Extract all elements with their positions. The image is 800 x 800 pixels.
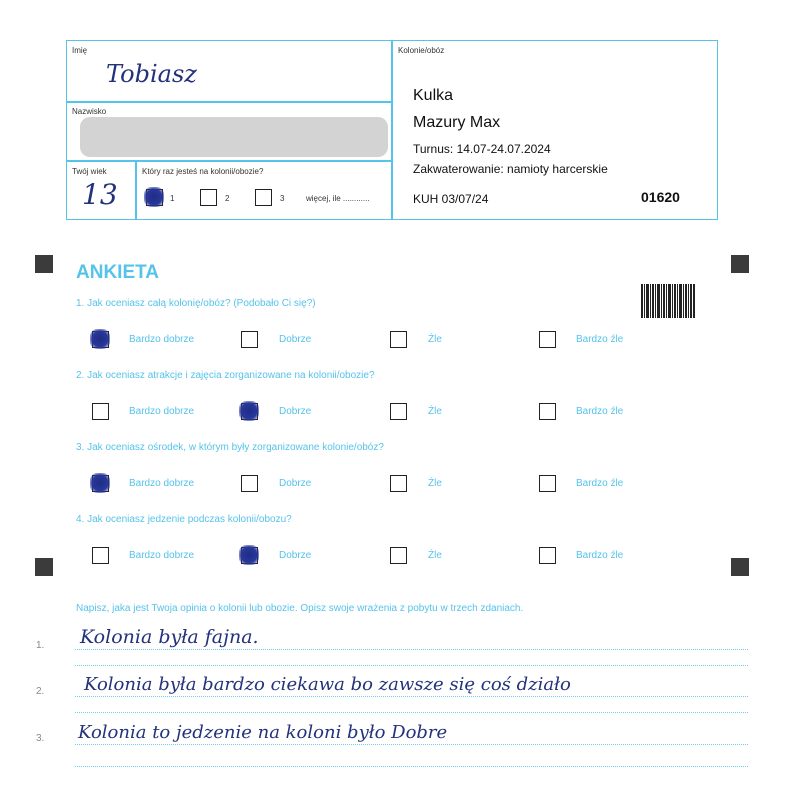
opinion-line-2-number: 2.	[36, 686, 45, 697]
surname-redaction	[80, 117, 388, 157]
times-option-3: 3	[280, 194, 285, 203]
survey-title: ANKIETA	[76, 262, 160, 283]
q4-option-bardzo-dobrze-label: Bardzo dobrze	[129, 550, 195, 561]
q3-option-dobrze-label: Dobrze	[279, 478, 312, 489]
q3-option-bardzo-zle-checkbox[interactable]	[539, 475, 556, 492]
q1-option-zle-label: Źle	[428, 334, 442, 345]
surname-label: Nazwisko	[72, 107, 107, 116]
opinion-line-2b-dotted	[75, 712, 748, 713]
opinion-line-3-dotted	[75, 744, 748, 745]
registration-marker-bottom-right	[731, 558, 749, 576]
name-value[interactable]: Tobiasz	[106, 60, 197, 88]
camp-code: KUH 03/07/24	[413, 192, 489, 206]
q3-option-zle-label: Źle	[428, 478, 442, 489]
q1-option-bardzo-zle-checkbox[interactable]	[539, 331, 556, 348]
header-divider-vertical	[391, 40, 393, 220]
barcode-icon	[641, 284, 695, 318]
q1-option-bardzo-dobrze-checkbox[interactable]	[92, 331, 109, 348]
times-option-more: więcej, ile ............	[306, 194, 370, 203]
registration-marker-top-right	[731, 255, 749, 273]
q1-option-bardzo-zle-label: Bardzo źle	[576, 334, 624, 345]
camp-accommodation: Zakwaterowanie: namioty harcerskie	[413, 162, 608, 176]
opinion-prompt: Napisz, jaka jest Twoja opinia o kolonii lub obozie. Opisz swoje wrażenia z pobytu w trzech zdaniach.	[76, 603, 524, 614]
q2-option-dobrze-label: Dobrze	[279, 406, 312, 417]
camp-name: Kulka	[413, 87, 454, 104]
q4-option-dobrze-checkbox[interactable]	[241, 547, 258, 564]
opinion-line-1-number: 1.	[36, 640, 45, 651]
opinion-line-3b-dotted	[75, 766, 748, 767]
q3-option-dobrze-checkbox[interactable]	[241, 475, 258, 492]
times-option-1: 1	[170, 194, 175, 203]
question-4-text: 4. Jak oceniasz jedzenie podczas kolonii/obozu?	[76, 514, 292, 525]
q2-option-zle-checkbox[interactable]	[390, 403, 407, 420]
q2-option-bardzo-dobrze-checkbox[interactable]	[92, 403, 109, 420]
question-3-text: 3. Jak oceniasz ośrodek, w którym były zorganizowane kolonie/obóz?	[76, 442, 384, 453]
registration-marker-top-left	[35, 255, 53, 273]
opinion-line-3-number: 3.	[36, 733, 45, 744]
age-divider	[135, 160, 137, 220]
times-checkbox-3[interactable]	[255, 189, 272, 206]
q2-option-bardzo-dobrze-label: Bardzo dobrze	[129, 406, 195, 417]
name-divider	[66, 101, 391, 103]
q1-option-zle-checkbox[interactable]	[390, 331, 407, 348]
q4-option-bardzo-dobrze-checkbox[interactable]	[92, 547, 109, 564]
opinion-line-1b-dotted	[75, 665, 748, 666]
opinion-line-1-text[interactable]: Kolonia była fajna.	[80, 626, 259, 648]
camp-subname: Mazury Max	[413, 114, 501, 131]
q4-option-zle-checkbox[interactable]	[390, 547, 407, 564]
q2-option-bardzo-zle-checkbox[interactable]	[539, 403, 556, 420]
question-2-text: 2. Jak oceniasz atrakcje i zajęcia zorganizowane na kolonii/obozie?	[76, 370, 375, 381]
q2-option-zle-label: Źle	[428, 406, 442, 417]
age-value[interactable]: 13	[82, 178, 118, 211]
q1-option-dobrze-label: Dobrze	[279, 334, 312, 345]
opinion-line-3-text[interactable]: Kolonia to jedzenie na koloni było Dobre	[78, 722, 448, 743]
q1-option-bardzo-dobrze-label: Bardzo dobrze	[129, 334, 195, 345]
form-number: 01620	[641, 189, 680, 205]
q4-option-bardzo-zle-label: Bardzo źle	[576, 550, 624, 561]
q4-option-dobrze-label: Dobrze	[279, 550, 312, 561]
camp-turnus: Turnus: 14.07-24.07.2024	[413, 142, 551, 156]
opinion-line-2-text[interactable]: Kolonia była bardzo ciekawa bo zawsze się coś działo	[84, 674, 571, 695]
name-label: Imię	[72, 46, 88, 55]
q1-option-dobrze-checkbox[interactable]	[241, 331, 258, 348]
times-checkbox-2[interactable]	[200, 189, 217, 206]
question-1-text: 1. Jak oceniasz całą kolonię/obóz? (Podobało Ci się?)	[76, 298, 316, 309]
age-label: Twój wiek	[72, 167, 107, 176]
q2-option-dobrze-checkbox[interactable]	[241, 403, 258, 420]
q4-option-bardzo-zle-checkbox[interactable]	[539, 547, 556, 564]
opinion-line-2-dotted	[75, 696, 748, 697]
opinion-line-1-dotted	[75, 649, 748, 650]
q4-option-zle-label: Źle	[428, 550, 442, 561]
q2-option-bardzo-zle-label: Bardzo źle	[576, 406, 624, 417]
camp-label: Kolonie/obóz	[398, 46, 445, 55]
times-checkbox-1[interactable]	[146, 189, 163, 206]
q3-option-bardzo-zle-label: Bardzo źle	[576, 478, 624, 489]
times-label: Który raz jesteś na kolonii/obozie?	[142, 167, 264, 176]
q3-option-bardzo-dobrze-checkbox[interactable]	[92, 475, 109, 492]
registration-marker-bottom-left	[35, 558, 53, 576]
times-option-2: 2	[225, 194, 230, 203]
surname-divider	[66, 160, 391, 162]
q3-option-bardzo-dobrze-label: Bardzo dobrze	[129, 478, 195, 489]
q3-option-zle-checkbox[interactable]	[390, 475, 407, 492]
